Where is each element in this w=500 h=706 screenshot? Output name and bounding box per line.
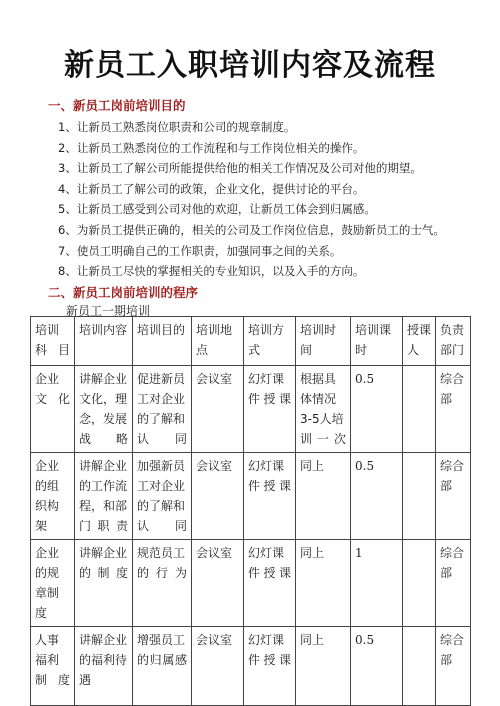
- cell-method: 幻灯课件授课: [244, 453, 296, 540]
- cell-content: 讲解企业的制度: [75, 540, 133, 627]
- table-row: [31, 540, 471, 627]
- cell-method: 幻灯课件授课: [244, 366, 296, 453]
- column-header: 培训科目: [31, 317, 75, 366]
- cell-purpose: 增强员工的归属感: [133, 627, 192, 706]
- cell-subject: 企业文化: [31, 366, 75, 453]
- table-row: [31, 453, 471, 540]
- cell-method: 幻灯课件授课: [244, 627, 296, 706]
- list-item: 1、让新员工熟悉岗位职责和公司的规章制度。: [58, 120, 296, 134]
- cell-department: 综合部: [436, 540, 471, 627]
- cell-department: 综合部: [436, 366, 471, 453]
- cell-time: 同上: [296, 540, 351, 627]
- list-item: 8、让新员工尽快的掌握相关的专业知识，以及入手的方向。: [58, 264, 365, 279]
- page-title: 新员工入职培训内容及流程: [64, 48, 436, 83]
- cell-purpose: 促进新员工对企业的了解和认同: [133, 366, 192, 453]
- training-schedule-table: [30, 316, 471, 706]
- cell-hours: 0.5: [351, 366, 403, 453]
- cell-location: 会议室: [192, 627, 244, 706]
- table-header-row: [31, 317, 471, 366]
- cell-department: 综合部: [436, 453, 471, 540]
- column-header: 培训目的: [133, 317, 192, 366]
- cell-location: 会议室: [192, 540, 244, 627]
- cell-time: 同上: [296, 627, 351, 706]
- cell-location: 会议室: [192, 366, 244, 453]
- cell-subject: 企业的规章制度: [31, 540, 75, 627]
- cell-hours: 0.5: [351, 453, 403, 540]
- cell-subject: 企业的组织构架: [31, 453, 75, 540]
- cell-purpose: 规范员工的行为: [133, 540, 192, 627]
- section-heading-purpose: 一、新员工岗前培训目的: [48, 98, 186, 113]
- purpose-list: [58, 117, 445, 282]
- cell-purpose: 加强新员工对企业的了解和认同: [133, 453, 192, 540]
- list-item: 5、让新员工感受到公司对他的欢迎，让新员工体会到归属感。: [58, 202, 376, 217]
- list-item: 3、让新员工了解公司所能提供给他的相关工作情况及公司对他的期望。: [58, 161, 422, 176]
- table-row: [31, 366, 471, 453]
- cell-instructor: [403, 453, 436, 540]
- column-header: 培训内容: [75, 317, 133, 366]
- cell-subject: 人事福利制度: [31, 627, 75, 706]
- list-item: 7、使员工明确自己的工作职责，加强同事之间的关系。: [58, 243, 342, 258]
- cell-location: 会议室: [192, 453, 244, 540]
- column-header: 负责部门: [436, 317, 471, 366]
- cell-content: 讲解企业文化，理念，发展战略: [75, 366, 133, 453]
- cell-instructor: [403, 540, 436, 627]
- column-header: 培训课时: [351, 317, 403, 366]
- column-header: 授课人: [403, 317, 436, 366]
- cell-time: 同上: [296, 453, 351, 540]
- table-row: [31, 627, 471, 706]
- column-header: 培训地点: [192, 317, 244, 366]
- list-item: 2、让新员工熟悉岗位的工作流程和与工作岗位相关的操作。: [58, 140, 365, 155]
- cell-time: 根据具体情况3-5人培训一次: [296, 366, 351, 453]
- cell-hours: 0.5: [351, 627, 403, 706]
- list-item: 6、为新员工提供正确的，相关的公司及工作岗位信息，鼓励新员工的士气。: [58, 222, 445, 237]
- cell-content: 讲解企业的工作流程，和部门职责: [75, 453, 133, 540]
- section-heading-procedure: 二、新员工岗前培训的程序: [48, 285, 199, 300]
- cell-instructor: [403, 627, 436, 706]
- column-header: 培训方式: [244, 317, 296, 366]
- cell-hours: 1: [351, 540, 403, 627]
- cell-department: 综合部: [436, 627, 471, 706]
- table-caption: 新员工一期培训: [66, 304, 151, 318]
- cell-content: 讲解企业的福利待遇: [75, 627, 133, 706]
- column-header: 培训时间: [296, 317, 351, 366]
- cell-instructor: [403, 366, 436, 453]
- list-item: 4、让新员工了解公司的政策，企业文化，提供讨论的平台。: [58, 181, 365, 196]
- cell-method: 幻灯课件授课: [244, 540, 296, 627]
